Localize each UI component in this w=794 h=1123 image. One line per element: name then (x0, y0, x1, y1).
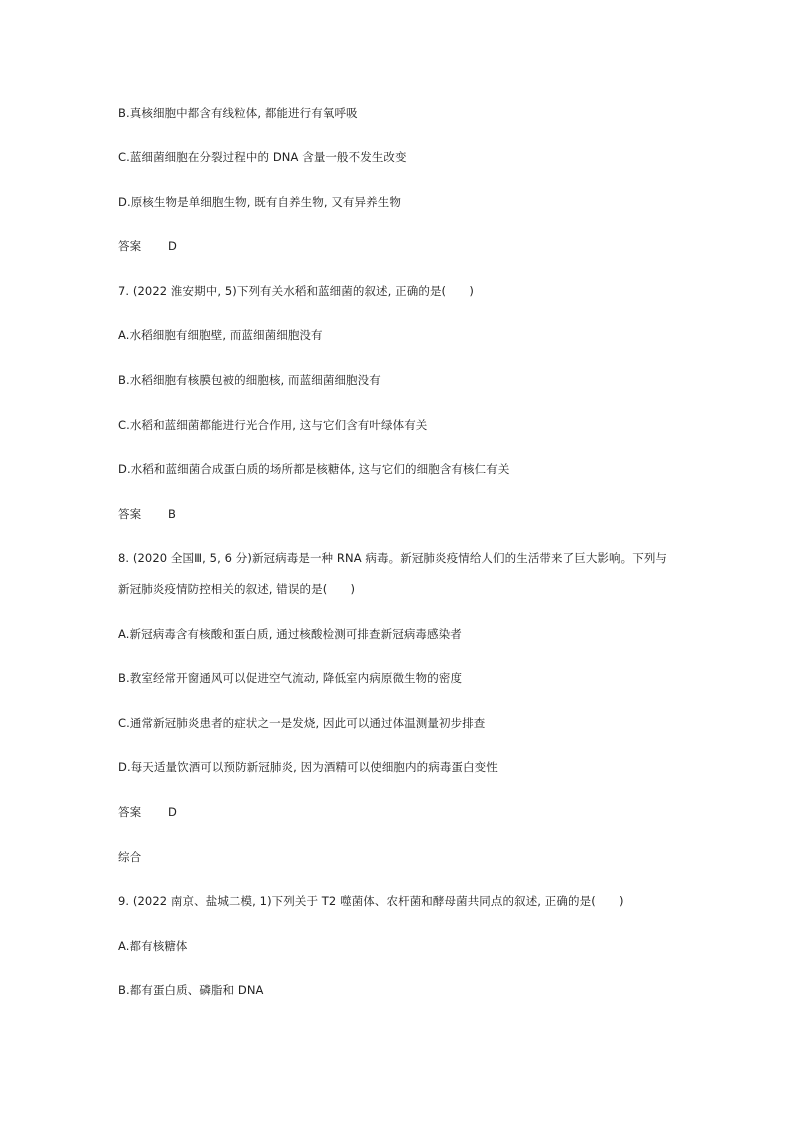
q7-option-c: C.水稻和蓝细菌都能进行光合作用, 这与它们含有叶绿体有关 (118, 418, 428, 432)
q8-stem-line1: 8. (2020 全国Ⅲ, 5, 6 分)新冠病毒是一种 RNA 病毒。新冠肺炎疫情给人们的生活带来了巨大影响。下列与 (118, 551, 668, 565)
q8-option-b: B.教室经常开窗通风可以促进空气流动, 降低室内病原微生物的密度 (118, 671, 463, 685)
q6-option-d: D.原核生物是单细胞生物, 既有自养生物, 又有异养生物 (118, 195, 401, 209)
q8-option-c: C.通常新冠肺炎患者的症状之一是发烧, 因此可以通过体温测量初步排查 (118, 716, 486, 730)
q7-option-b: B.水稻细胞有核膜包被的细胞核, 而蓝细菌细胞没有 (118, 373, 381, 387)
answer-value: D (168, 239, 177, 253)
q7-option-d: D.水稻和蓝细菌合成蛋白质的场所都是核糖体, 这与它们的细胞含有核仁有关 (118, 462, 510, 476)
q7-stem: 7. (2022 淮安期中, 5)下列有关水稻和蓝细菌的叙述, 正确的是( ) (118, 284, 474, 298)
q8-stem-line2: 新冠肺炎疫情防控相关的叙述, 错误的是( ) (118, 582, 356, 596)
answer-label: 答案 (118, 239, 142, 253)
q9-option-b: B.都有蛋白质、磷脂和 DNA (118, 983, 264, 997)
q6-option-b: B.真核细胞中都含有线粒体, 都能进行有氧呼吸 (118, 106, 358, 120)
q6-option-c: C.蓝细菌细胞在分裂过程中的 DNA 含量一般不发生改变 (118, 150, 407, 164)
answer-value: D (168, 805, 177, 819)
answer-value: B (168, 507, 176, 521)
q7-answer (118, 507, 176, 521)
q7-option-a: A.水稻细胞有细胞壁, 而蓝细菌细胞没有 (118, 328, 323, 342)
q8-option-a: A.新冠病毒含有核酸和蛋白质, 通过核酸检测可排查新冠病毒感染者 (118, 627, 462, 641)
answer-label: 答案 (118, 507, 142, 521)
q8-answer (118, 805, 177, 819)
answer-label: 答案 (118, 805, 142, 819)
section-heading: 综合 (118, 850, 142, 864)
q9-option-a: A.都有核糖体 (118, 939, 188, 953)
q9-stem: 9. (2022 南京、盐城二模, 1)下列关于 T2 噬菌体、农杆菌和酵母菌共同点的叙述, 正确的是( ) (118, 894, 624, 908)
q6-answer (118, 239, 177, 253)
q8-option-d: D.每天适量饮酒可以预防新冠肺炎, 因为酒精可以使细胞内的病毒蛋白变性 (118, 760, 498, 774)
